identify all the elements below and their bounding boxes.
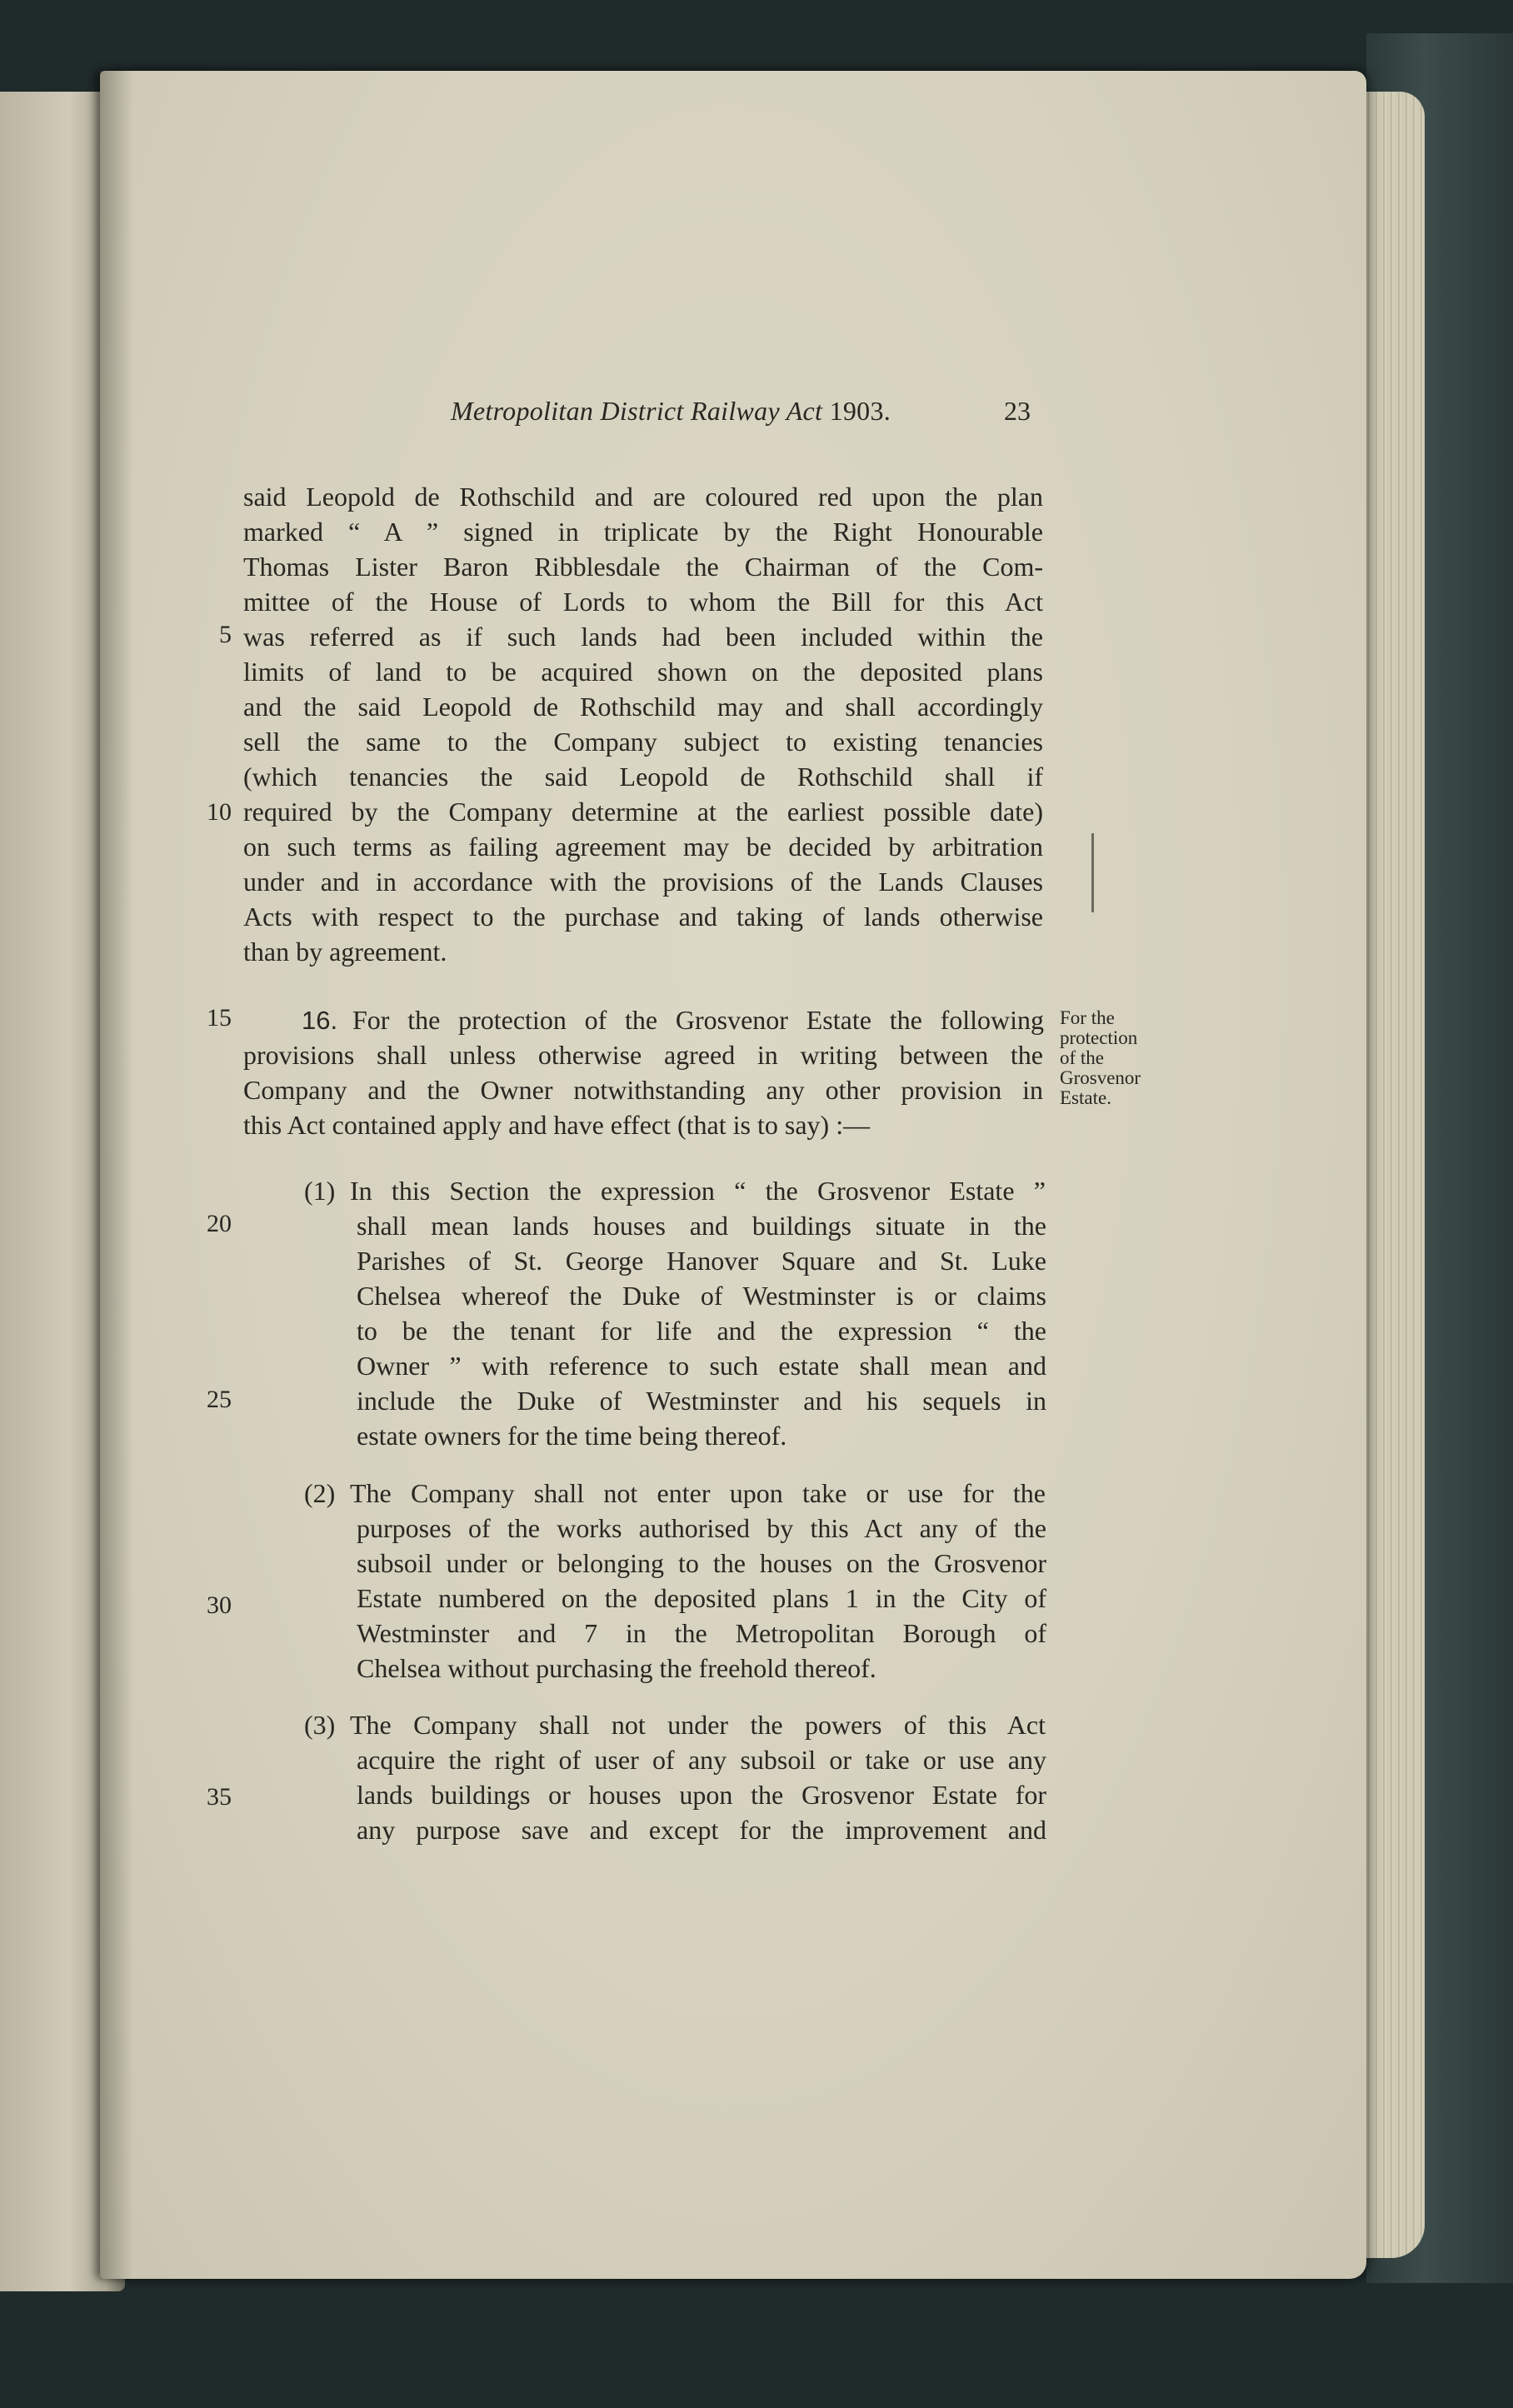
text-line: purposes of the works authorised by this Act any of the xyxy=(357,1513,1046,1543)
text-line: Estate numbered on the deposited plans 1 in the City of xyxy=(357,1583,1046,1613)
text-line: sell the same to the Company subject to existing tenancies xyxy=(243,727,1043,757)
margin-pencil-mark xyxy=(1091,833,1094,912)
text-line: limits of land to be acquired shown on the deposited plans xyxy=(243,657,1043,687)
text-line: estate owners for the time being thereof. xyxy=(357,1421,787,1451)
text-line: Acts with respect to the purchase and taking of lands otherwise xyxy=(243,902,1043,932)
line-number: 30 xyxy=(207,1591,232,1619)
margin-note xyxy=(1060,1008,1168,1108)
subsection-number: (1) xyxy=(304,1176,336,1206)
text-line: Company and the Owner notwithstanding any other provision in xyxy=(243,1075,1043,1105)
text-line: this Act contained apply and have effect (that is to say) :— xyxy=(243,1110,871,1140)
subsection-number: (2) xyxy=(304,1478,336,1508)
gutter-shadow xyxy=(100,71,133,2279)
text-line: acquire the right of user of any subsoil or take or use any xyxy=(357,1745,1046,1775)
text-line: mittee of the House of Lords to whom the Bill for this Act xyxy=(243,587,1043,617)
margin-note-line: For the xyxy=(1060,1007,1115,1028)
line-number: 15 xyxy=(207,1004,232,1032)
text-line: than by agreement. xyxy=(243,937,447,967)
text-line: Parishes of St. George Hanover Square and St. Luke xyxy=(357,1246,1046,1276)
text-line: on such terms as failing agreement may be decided by arbitration xyxy=(243,832,1043,862)
text-line: shall mean lands houses and buildings situate in the xyxy=(357,1211,1046,1241)
header-year: 1903. xyxy=(829,396,891,426)
line-number: 5 xyxy=(219,621,232,648)
text-line: to be the tenant for life and the expression “ the xyxy=(357,1316,1046,1346)
text-line: subsoil under or belonging to the houses on the Grosvenor xyxy=(357,1548,1046,1578)
margin-note-line: Estate. xyxy=(1060,1087,1111,1108)
text-line: Owner ” with reference to such estate shall mean and xyxy=(357,1351,1046,1381)
text-line: was referred as if such lands had been included within the xyxy=(243,622,1043,652)
text-line: include the Duke of Westminster and his sequels in xyxy=(357,1386,1046,1416)
text-line: Chelsea whereof the Duke of Westminster is or claims xyxy=(357,1281,1046,1311)
text-line: said Leopold de Rothschild and are coloured red upon the plan xyxy=(243,482,1043,512)
text-line: In this Section the expression “ the Grosvenor Estate ” xyxy=(350,1176,1046,1206)
text-line: provisions shall unless otherwise agreed in writing between the xyxy=(243,1040,1043,1070)
text-line: Chelsea without purchasing the freehold thereof. xyxy=(357,1653,876,1683)
header-title: Metropolitan District Railway Act xyxy=(450,396,823,426)
running-header xyxy=(296,396,1046,427)
text-line: and the said Leopold de Rothschild may and shall accordingly xyxy=(243,692,1043,722)
margin-note-line: of the xyxy=(1060,1047,1105,1068)
text-line: Westminster and 7 in the Metropolitan Borough of xyxy=(357,1618,1046,1648)
margin-note-line: Grosvenor xyxy=(1060,1067,1141,1088)
text-line: For the protection of the Grosvenor Estate the following xyxy=(352,1005,1044,1035)
page-number: 23 xyxy=(1004,396,1031,426)
text-line: marked “ A ” signed in triplicate by the Right Honourable xyxy=(243,517,1043,547)
text-line: lands buildings or houses upon the Grosvenor Estate for xyxy=(357,1780,1046,1810)
section-number: 16. xyxy=(302,1006,338,1035)
line-number: 25 xyxy=(207,1386,232,1413)
line-number: 35 xyxy=(207,1783,232,1811)
text-line: Thomas Lister Baron Ribblesdale the Chairman of the Com- xyxy=(243,552,1043,582)
text-line: required by the Company determine at the earliest possible date) xyxy=(243,797,1043,827)
line-number: 20 xyxy=(207,1210,232,1237)
subsection-number: (3) xyxy=(304,1710,336,1740)
text-line: The Company shall not under the powers of this Act xyxy=(350,1710,1046,1740)
line-number: 10 xyxy=(207,798,232,826)
text-line: under and in accordance with the provisions of the Lands Clauses xyxy=(243,867,1043,897)
margin-note-line: protection xyxy=(1060,1027,1138,1048)
text-line: The Company shall not enter upon take or use for the xyxy=(350,1478,1046,1508)
text-line: any purpose save and except for the improvement and xyxy=(357,1815,1046,1845)
text-line: (which tenancies the said Leopold de Rothschild shall if xyxy=(243,762,1043,792)
